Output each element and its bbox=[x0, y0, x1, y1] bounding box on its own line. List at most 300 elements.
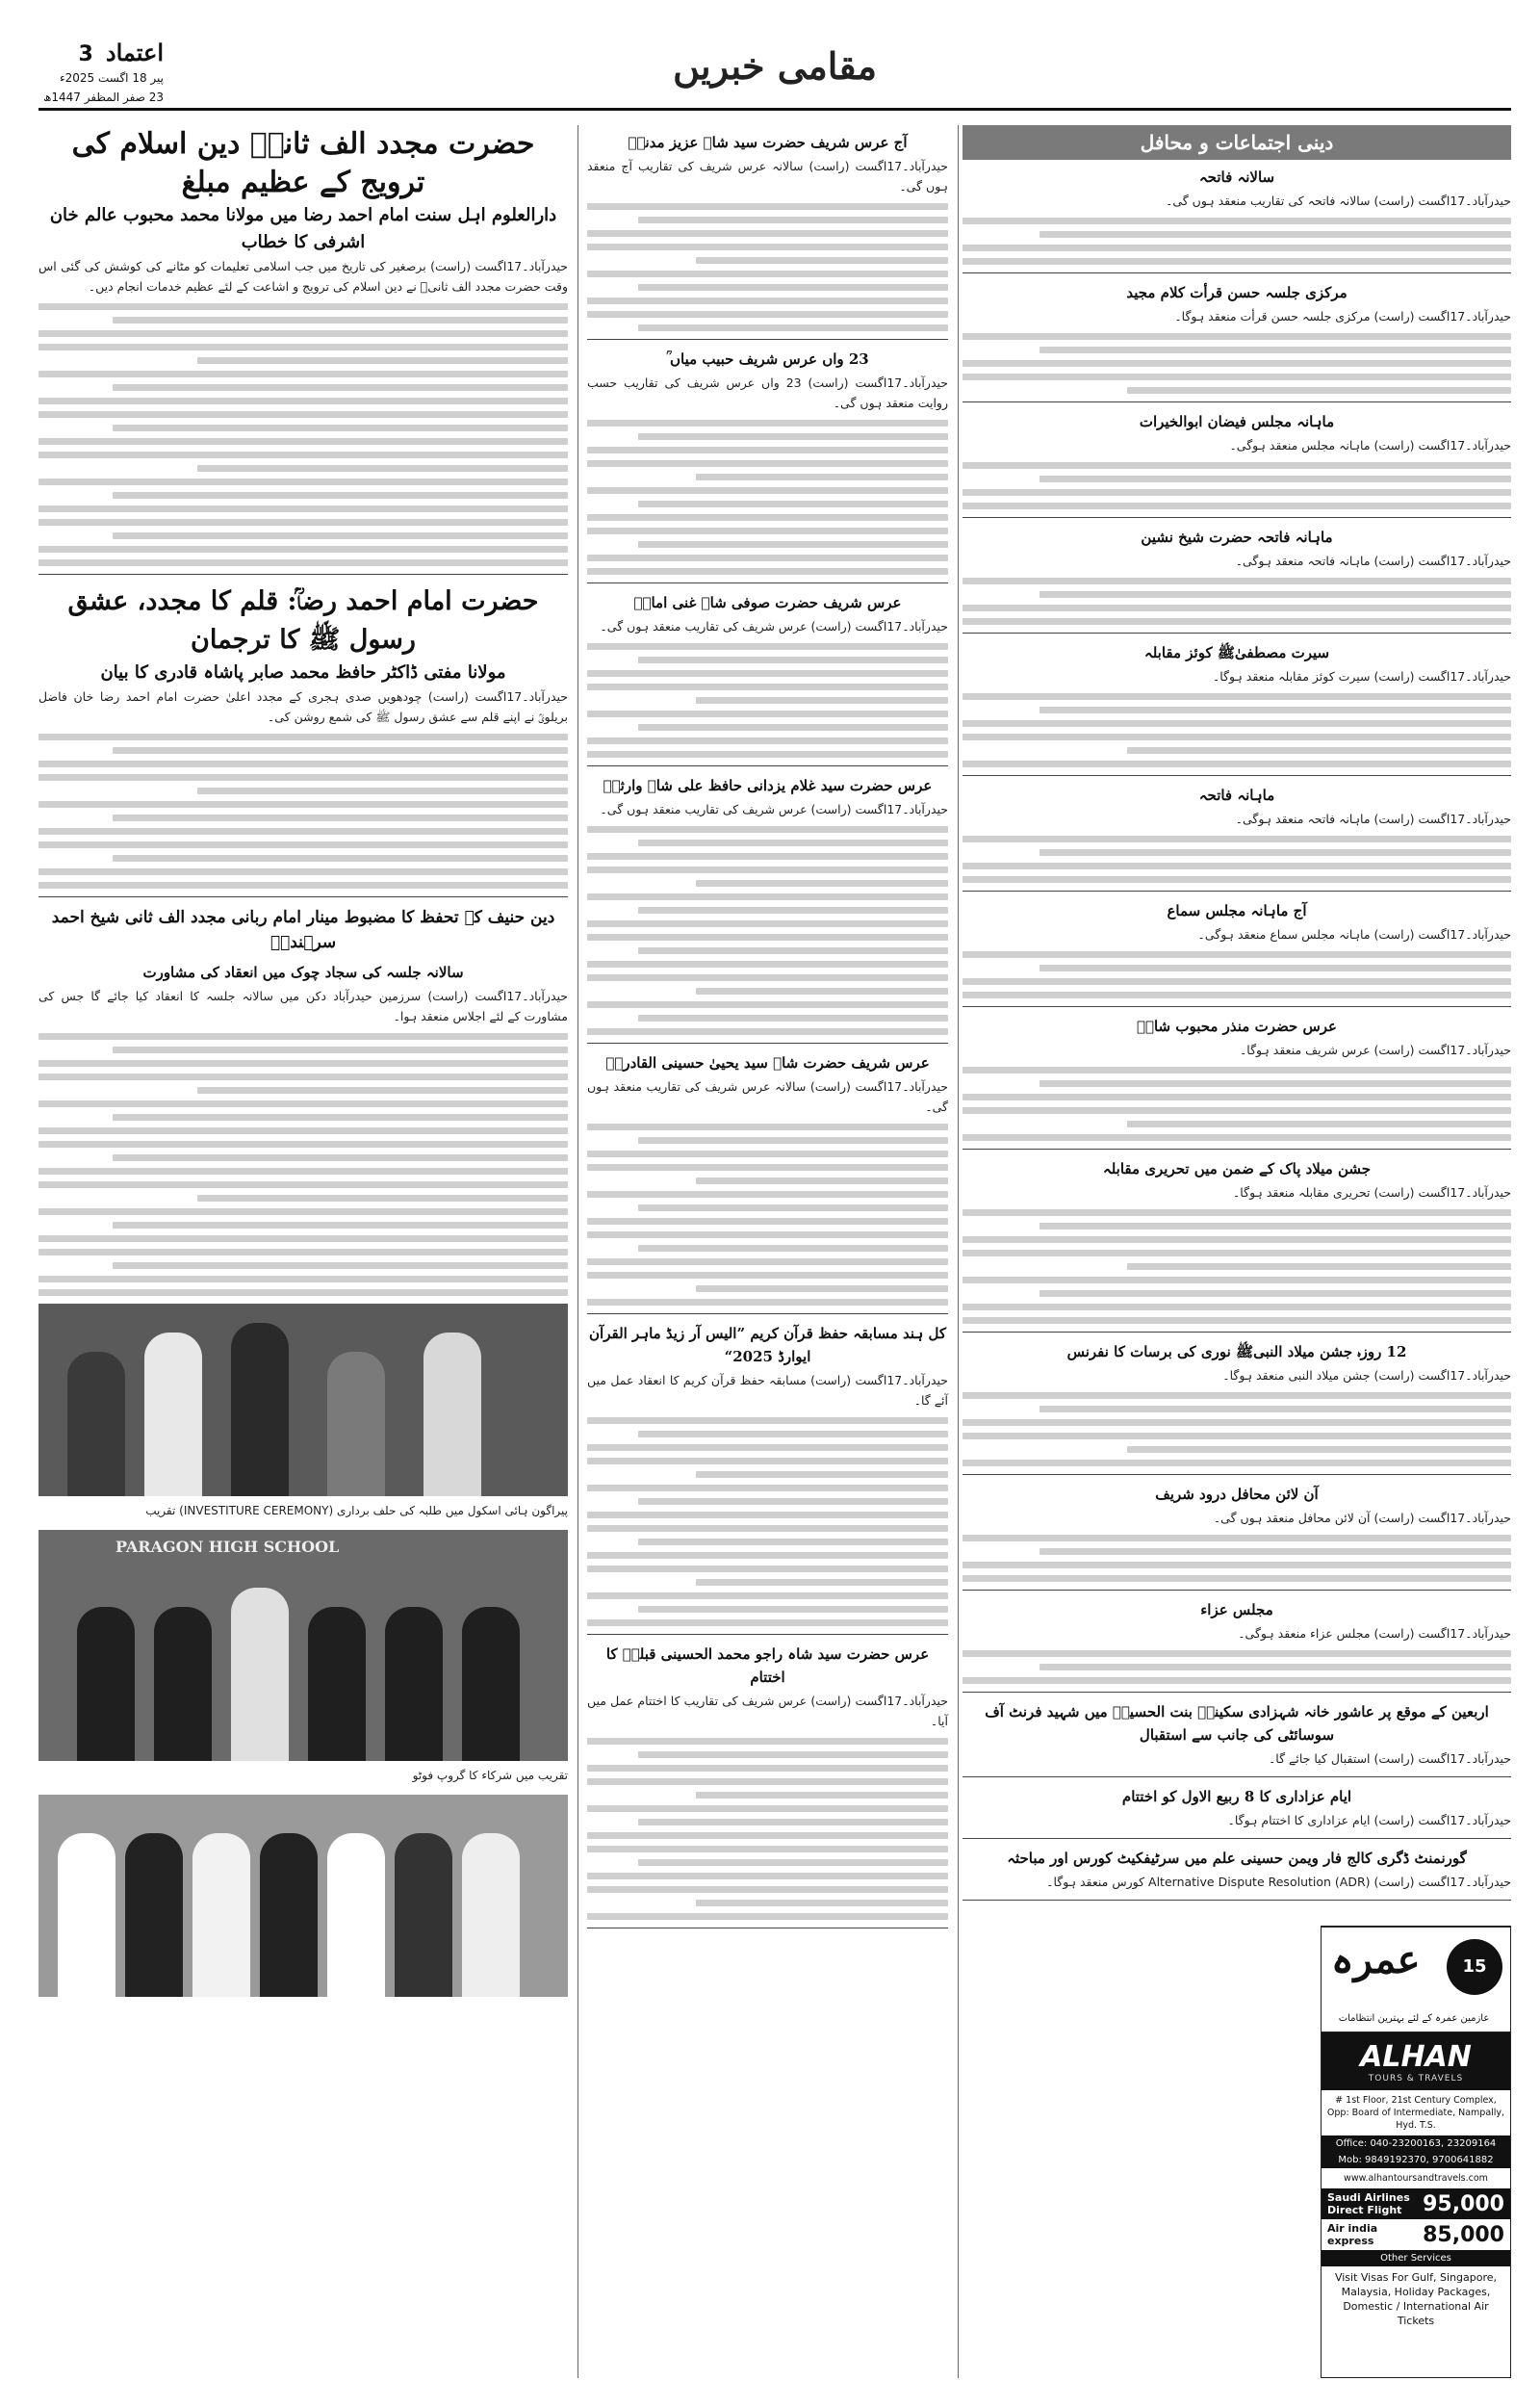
text-line bbox=[587, 934, 948, 941]
news-item-body bbox=[587, 1124, 948, 1306]
text-line bbox=[962, 1460, 1511, 1466]
text-line bbox=[38, 868, 568, 875]
divider bbox=[962, 1838, 1511, 1839]
news-item-lead: حیدرآباد۔17اگست (راست) ماہانہ مجلس سماع منعقد ہوگی۔ bbox=[1197, 927, 1511, 942]
news-item-body bbox=[587, 643, 948, 758]
text-line bbox=[962, 1575, 1511, 1582]
text-line bbox=[962, 1562, 1511, 1568]
text-line bbox=[587, 1525, 948, 1532]
text-line bbox=[38, 828, 568, 835]
text-line bbox=[197, 788, 568, 794]
text-line bbox=[962, 951, 1511, 958]
news-item-body bbox=[962, 836, 1511, 883]
text-line bbox=[38, 774, 568, 781]
text-line bbox=[587, 420, 948, 427]
text-line bbox=[962, 1304, 1511, 1310]
text-line bbox=[638, 1204, 949, 1211]
text-line bbox=[962, 605, 1511, 611]
news-photo-school bbox=[38, 1530, 568, 1761]
news-item-title: ماہانہ فاتحہ bbox=[1198, 787, 1275, 804]
row-price: 85,000 bbox=[1423, 2222, 1504, 2247]
price-row-airindia bbox=[1322, 2219, 1510, 2250]
text-line bbox=[962, 218, 1511, 224]
text-line bbox=[587, 1619, 948, 1626]
text-line bbox=[587, 1272, 948, 1279]
text-line bbox=[587, 893, 948, 900]
text-line bbox=[962, 333, 1511, 340]
right-items bbox=[962, 166, 1511, 1901]
text-line bbox=[962, 992, 1511, 998]
divider bbox=[962, 517, 1511, 518]
text-line bbox=[587, 1191, 948, 1198]
umrah-offer bbox=[1322, 1927, 1510, 2032]
text-line bbox=[38, 1289, 568, 1296]
text-line bbox=[1040, 591, 1511, 598]
text-line bbox=[962, 720, 1511, 727]
text-line bbox=[38, 303, 568, 310]
news-item-body bbox=[962, 1209, 1511, 1324]
text-line bbox=[962, 503, 1511, 509]
text-line bbox=[962, 1277, 1511, 1283]
divider bbox=[38, 896, 568, 897]
text-line bbox=[638, 1498, 949, 1505]
text-line bbox=[197, 1087, 568, 1094]
text-line bbox=[638, 840, 949, 846]
news-item-title: مرکزی جلسہ حسن قرأت کلام مجید bbox=[1126, 284, 1348, 301]
news-item-body bbox=[587, 1417, 948, 1626]
text-line bbox=[587, 1001, 948, 1008]
text-line bbox=[587, 271, 948, 277]
divider bbox=[962, 1332, 1511, 1333]
news-item-body bbox=[962, 333, 1511, 394]
news-item-title: عرس حضرت سید غلام یزدانی حافظ علی شاہ وارثیؒ bbox=[603, 777, 933, 794]
ad-brand bbox=[1322, 2032, 1510, 2090]
divider bbox=[962, 775, 1511, 776]
main-subheadline: دارالعلوم اہل سنت امام احمد رضا میں مولانا محمد محبوب عالم خان اشرفی کا خطاب bbox=[49, 205, 557, 252]
text-line bbox=[587, 447, 948, 453]
text-line bbox=[696, 1471, 949, 1478]
text-line bbox=[38, 882, 568, 889]
news-item-lead: حیدرآباد۔17اگست (راست) ماہانہ مجلس منعقد ہوگی۔ bbox=[1229, 438, 1511, 453]
news-item-lead: حیدرآباد۔17اگست (راست) ایام عزاداری کا اختتام ہوگا۔ bbox=[1227, 1813, 1511, 1827]
text-line bbox=[962, 876, 1511, 883]
text-line bbox=[113, 855, 568, 862]
text-line bbox=[1040, 1290, 1511, 1297]
text-line bbox=[962, 245, 1511, 251]
second-article-body bbox=[38, 734, 568, 889]
left-column bbox=[38, 125, 568, 1997]
text-line bbox=[197, 357, 568, 364]
text-line bbox=[962, 693, 1511, 700]
photo-caption: تقریب میں شرکاء کا گروپ فوٹو bbox=[412, 1769, 568, 1782]
news-item-lead: حیدرآباد۔17اگست (راست) عرس شریف منعقد ہوگا۔ bbox=[1239, 1043, 1511, 1057]
text-line bbox=[587, 670, 948, 677]
text-line bbox=[587, 1778, 948, 1785]
divider bbox=[962, 401, 1511, 402]
text-line bbox=[38, 1208, 568, 1215]
text-line bbox=[638, 433, 949, 440]
text-line bbox=[113, 317, 568, 324]
row-price: 95,000 bbox=[1423, 2191, 1504, 2216]
text-line bbox=[38, 1141, 568, 1148]
text-line bbox=[38, 1060, 568, 1067]
text-line bbox=[1127, 747, 1511, 754]
text-line bbox=[587, 1846, 948, 1852]
text-line bbox=[696, 988, 949, 995]
divider bbox=[962, 1776, 1511, 1777]
divider bbox=[38, 574, 568, 575]
text-line bbox=[696, 880, 949, 887]
middle-column bbox=[587, 125, 948, 1936]
divider bbox=[587, 1043, 948, 1044]
news-item-body bbox=[587, 1738, 948, 1920]
news-item-lead: حیدرآباد۔17اگست (راست) عرس شریف کی تقاریب کا اختتام عمل میں آیا۔ bbox=[587, 1694, 948, 1728]
text-line bbox=[962, 1392, 1511, 1399]
news-item-lead: حیدرآباد۔17اگست (راست) تحریری مقابلہ منعقد ہوگا۔ bbox=[1232, 1185, 1511, 1200]
text-line bbox=[587, 684, 948, 690]
text-line bbox=[113, 747, 568, 754]
divider bbox=[962, 1692, 1511, 1693]
text-line bbox=[587, 867, 948, 873]
text-line bbox=[587, 826, 948, 833]
section-band: دینی اجتماعات و محافل bbox=[962, 125, 1511, 160]
text-line bbox=[962, 374, 1511, 380]
umrah-text: عازمین عمرہ کے لئے بہترین انتظامات bbox=[1338, 2013, 1490, 2024]
text-line bbox=[38, 801, 568, 808]
news-item-lead: حیدرآباد۔17اگست (راست) مسابقہ حفظ قرآن کریم کا انعقاد عمل میں آئے گا۔ bbox=[587, 1373, 948, 1408]
school-banner: PARAGON HIGH SCHOOL bbox=[116, 1538, 340, 1556]
news-item-body bbox=[962, 462, 1511, 509]
text-line bbox=[587, 514, 948, 521]
news-item-lead: حیدرآباد۔17اگست (راست) ماہانہ فاتحہ منعقد ہوگی۔ bbox=[1235, 554, 1511, 568]
text-line bbox=[587, 230, 948, 237]
news-item-lead: حیدرآباد۔17اگست (راست) جشن میلاد النبی منعقد ہوگا۔ bbox=[1222, 1368, 1511, 1383]
text-line bbox=[962, 1650, 1511, 1657]
ad-mobile: Mob: 9849192370, 9700641882 bbox=[1322, 2152, 1510, 2168]
text-line bbox=[1040, 231, 1511, 238]
text-line bbox=[638, 324, 949, 331]
news-item-title: ماہانہ فاتحہ حضرت شیخ نشین bbox=[1141, 529, 1333, 546]
news-item-lead: حیدرآباد۔17اگست (راست) ماہانہ فاتحہ منعقد ہوگی۔ bbox=[1235, 812, 1511, 826]
text-line bbox=[587, 203, 948, 210]
text-line bbox=[962, 360, 1511, 367]
news-photo-ceremony bbox=[38, 1304, 568, 1496]
news-item-body bbox=[587, 826, 948, 1035]
text-line bbox=[638, 657, 949, 663]
text-line bbox=[113, 1262, 568, 1269]
text-line bbox=[38, 1181, 568, 1188]
photo-caption: پیراگون ہائی اسکول میں طلبہ کی حلف برداری (INVESTITURE CEREMONY) تقریب bbox=[145, 1504, 568, 1517]
text-line bbox=[587, 1028, 948, 1035]
text-line bbox=[962, 618, 1511, 625]
text-line bbox=[38, 1168, 568, 1175]
text-line bbox=[638, 284, 949, 291]
text-line bbox=[587, 1258, 948, 1265]
text-line bbox=[962, 1419, 1511, 1426]
other-services-text: Visit Visas For Gulf, Singapore, Malaysia, Holiday Packages, Domestic / International Air Tickets bbox=[1334, 2271, 1498, 2327]
text-line bbox=[587, 711, 948, 717]
text-line bbox=[696, 1178, 949, 1184]
text-line bbox=[587, 1765, 948, 1772]
text-line bbox=[638, 541, 949, 548]
text-line bbox=[38, 559, 568, 566]
column-divider bbox=[958, 125, 959, 2378]
text-line bbox=[587, 920, 948, 927]
text-line bbox=[638, 1137, 949, 1144]
text-line bbox=[587, 298, 948, 304]
text-line bbox=[1127, 387, 1511, 394]
text-line bbox=[38, 519, 568, 526]
text-line bbox=[587, 1512, 948, 1518]
text-line bbox=[638, 1859, 949, 1866]
news-item-body bbox=[587, 203, 948, 331]
text-line bbox=[962, 734, 1511, 740]
umrah-days-badge: 15 bbox=[1447, 1939, 1502, 1995]
text-line bbox=[638, 1431, 949, 1437]
text-line bbox=[587, 1913, 948, 1920]
masthead bbox=[38, 39, 164, 105]
text-line bbox=[113, 1114, 568, 1121]
news-item-lead: حیدرآباد۔17اگست (راست) سالانہ فاتحہ کی تقاریب منعقد ہوں گی۔ bbox=[1166, 194, 1511, 208]
text-line bbox=[38, 452, 568, 458]
text-line bbox=[38, 734, 568, 740]
divider bbox=[587, 1634, 948, 1635]
paper-name: اعتماد bbox=[105, 39, 164, 66]
divider bbox=[587, 582, 948, 583]
news-item-lead: حیدرآباد۔17اگست (راست) آن لائن محافل منعقد ہوں گی۔ bbox=[1213, 1511, 1511, 1525]
divider bbox=[962, 1900, 1511, 1901]
text-line bbox=[587, 853, 948, 860]
news-item-lead: حیدرآباد۔17اگست (راست) مرکزی جلسہ حسن قرأت منعقد ہوگا۔ bbox=[1174, 309, 1511, 324]
text-line bbox=[638, 1245, 949, 1252]
text-line bbox=[962, 1107, 1511, 1114]
news-item-title: گورنمنٹ ڈگری کالج فار ویمن حسینی علم میں سرٹیفکیٹ کورس اور مباحثہ bbox=[1007, 1850, 1467, 1867]
ad-address: # 1st Floor, 21st Century Complex, Opp: Board of Intermediate, Nampally, Hyd. T.S. bbox=[1326, 2095, 1505, 2131]
text-line bbox=[696, 257, 949, 264]
text-line bbox=[587, 1458, 948, 1464]
text-line bbox=[38, 330, 568, 337]
text-line bbox=[962, 489, 1511, 496]
text-line bbox=[587, 1873, 948, 1879]
text-line bbox=[962, 462, 1511, 469]
row-label: Air india express bbox=[1327, 2222, 1378, 2247]
news-item-title: آج ماہانہ مجلس سماع bbox=[1167, 902, 1307, 919]
text-line bbox=[962, 1094, 1511, 1100]
news-item-lead: حیدرآباد۔17اگست (راست) 23 واں عرس شریف کی تقاریب حسب روایت منعقد ہوں گی۔ bbox=[587, 375, 948, 410]
news-item-title: عرس حضرت منذر محبوب شاہؒ bbox=[1136, 1018, 1338, 1035]
text-line bbox=[1040, 347, 1511, 353]
news-item-body bbox=[962, 218, 1511, 265]
text-line bbox=[38, 1276, 568, 1282]
news-item-title: ایام عزاداری کا 8 ربیع الاول کو اختتام bbox=[1121, 1788, 1352, 1805]
text-line bbox=[587, 1124, 948, 1130]
main-article-body bbox=[38, 303, 568, 566]
news-item-title: اربعین کے موقع پر عاشور خانہ شہزادی سکینہؓ بنت الحسینؑ میں شہید فرنٹ آف سوسائٹی کی جانب سے استقبال bbox=[985, 1703, 1489, 1744]
text-line bbox=[1040, 1548, 1511, 1555]
news-item-lead: حیدرآباد۔17اگست (راست) عرس شریف کی تقاریب منعقد ہوں گی۔ bbox=[600, 802, 948, 816]
brand-sub: TOURS & TRAVELS bbox=[1368, 2074, 1464, 2083]
text-line bbox=[638, 1606, 949, 1613]
news-item-lead: حیدرآباد۔17اگست (راست) عرس شریف کی تقاریب منعقد ہوں گی۔ bbox=[600, 619, 948, 634]
text-line bbox=[38, 371, 568, 377]
text-line bbox=[587, 244, 948, 250]
news-photo-group bbox=[38, 1795, 568, 1997]
second-subheadline: مولانا مفتی ڈاکٹر حافظ محمد صابر پاشاہ قادری کا بیان bbox=[100, 662, 506, 683]
text-line bbox=[962, 1250, 1511, 1256]
text-line bbox=[962, 761, 1511, 767]
text-line bbox=[962, 978, 1511, 985]
text-line bbox=[38, 411, 568, 418]
date-gregorian: پیر 18 اگست 2025ء bbox=[59, 71, 164, 85]
news-item-body bbox=[962, 578, 1511, 625]
divider bbox=[962, 1590, 1511, 1591]
text-line bbox=[587, 1151, 948, 1157]
text-line bbox=[1127, 1121, 1511, 1127]
text-line bbox=[38, 438, 568, 445]
text-line bbox=[38, 546, 568, 553]
news-item-title: 12 روزہ جشن میلاد النبیﷺ نوری کی برسات کا نفرنس bbox=[1066, 1343, 1407, 1360]
text-line bbox=[587, 460, 948, 467]
text-line bbox=[587, 1417, 948, 1424]
text-line bbox=[587, 311, 948, 318]
text-line bbox=[638, 1015, 949, 1022]
text-line bbox=[587, 1832, 948, 1839]
news-item-body bbox=[587, 420, 948, 575]
news-item-lead: حیدرآباد۔17اگست (راست) استقبال کیا جائے گا۔ bbox=[1268, 1751, 1511, 1766]
text-line bbox=[38, 505, 568, 512]
text-line bbox=[113, 1047, 568, 1053]
text-line bbox=[1040, 965, 1511, 971]
news-item-title: عرس شریف حضرت صوفی شاہ غنی امامؒ bbox=[633, 594, 902, 611]
text-line bbox=[113, 384, 568, 391]
divider bbox=[962, 891, 1511, 892]
third-article-body bbox=[38, 1033, 568, 1296]
page-number: 3 bbox=[78, 42, 93, 66]
news-item-title: سیرت مصطفیٰﷺ کوئز مقابلہ bbox=[1143, 644, 1330, 661]
text-line bbox=[38, 761, 568, 767]
main-lead: حیدرآباد۔17اگست (راست) برصغیر کی تاریخ میں جب اسلامی تعلیمات کو مٹانے کی کوشش کی گئی اس وقت حضرت مجدد الف ثانیؒ نے دین اسلام کی ترویج و اشاعت کے لئے عظیم خدمات انجام دیں۔ bbox=[38, 259, 568, 294]
news-item-lead: حیدرآباد۔17اگست (راست) سالانہ عرس شریف کی تقاریب منعقد ہوں گی۔ bbox=[587, 1079, 948, 1114]
text-line bbox=[38, 479, 568, 485]
text-line bbox=[962, 1535, 1511, 1541]
text-line bbox=[962, 836, 1511, 842]
text-line bbox=[696, 1900, 949, 1906]
divider bbox=[962, 1474, 1511, 1475]
third-headline: دین حنیف کے تحفظ کا مضبوط مینار امام ربانی مجدد الف ثانی شیخ احمد سرہندیؒ bbox=[51, 908, 555, 952]
main-headline: حضرت مجدد الف ثانیؒ دین اسلام کی ترویج کے عظیم مبلغ bbox=[71, 127, 535, 199]
text-line bbox=[962, 258, 1511, 265]
text-line bbox=[38, 1033, 568, 1040]
price-row-saudi bbox=[1322, 2188, 1510, 2219]
text-line bbox=[1040, 476, 1511, 482]
text-line bbox=[587, 568, 948, 575]
divider bbox=[962, 1149, 1511, 1150]
text-line bbox=[587, 1164, 948, 1171]
text-line bbox=[38, 344, 568, 350]
news-item-body bbox=[962, 1067, 1511, 1141]
news-item-title: آج عرس شریف حضرت سید شاہ عزیز مدنیؒ bbox=[628, 134, 908, 151]
text-line bbox=[587, 1592, 948, 1599]
page-header bbox=[38, 39, 1511, 111]
news-item-title: آن لائن محافل درود شریف bbox=[1155, 1486, 1319, 1503]
text-line bbox=[1040, 707, 1511, 713]
text-line bbox=[113, 425, 568, 431]
news-item-body bbox=[962, 1650, 1511, 1684]
text-line bbox=[638, 724, 949, 731]
text-line bbox=[113, 1154, 568, 1161]
text-line bbox=[197, 1195, 568, 1202]
text-line bbox=[638, 1819, 949, 1825]
text-line bbox=[38, 1235, 568, 1242]
other-services-title: Other Services bbox=[1322, 2250, 1510, 2266]
news-item-body bbox=[962, 951, 1511, 998]
text-line bbox=[962, 578, 1511, 584]
text-line bbox=[38, 398, 568, 404]
section-title: مقامی خبریں bbox=[673, 44, 877, 88]
ad-website: www.alhantoursandtravels.com bbox=[1344, 2173, 1488, 2184]
text-line bbox=[696, 1792, 949, 1799]
news-item-body bbox=[962, 693, 1511, 767]
divider bbox=[587, 1313, 948, 1314]
text-line bbox=[962, 1134, 1511, 1141]
text-line bbox=[696, 697, 949, 704]
text-line bbox=[638, 501, 949, 507]
text-line bbox=[38, 1127, 568, 1134]
text-line bbox=[962, 1236, 1511, 1243]
divider bbox=[962, 1006, 1511, 1007]
text-line bbox=[113, 1222, 568, 1229]
divider bbox=[587, 765, 948, 766]
text-line bbox=[113, 815, 568, 821]
text-line bbox=[113, 492, 568, 499]
news-item-title: مجلس عزاء bbox=[1200, 1601, 1273, 1618]
divider bbox=[962, 272, 1511, 273]
text-line bbox=[1040, 1223, 1511, 1229]
brand-name: ALHAN bbox=[1360, 2040, 1472, 2074]
text-line bbox=[587, 1805, 948, 1812]
third-lead: حیدرآباد۔17اگست (راست) سرزمین حیدرآباد دکن میں سالانہ جلسہ کا انعقاد کیا جائے گا جس کی مشاورت کے لئے اجلاس منعقد ہوا۔ bbox=[38, 989, 568, 1023]
date-hijri: 23 صفر المظفر 1447ھ bbox=[42, 91, 164, 104]
ad-phone: Office: 040-23200163, 23209164 bbox=[1322, 2135, 1510, 2152]
text-line bbox=[587, 487, 948, 494]
text-line bbox=[587, 1738, 948, 1745]
text-line bbox=[1127, 1446, 1511, 1453]
text-line bbox=[962, 1317, 1511, 1324]
text-line bbox=[638, 1751, 949, 1758]
text-line bbox=[696, 1285, 949, 1292]
text-line bbox=[587, 751, 948, 758]
news-item-body bbox=[962, 1392, 1511, 1466]
news-item-title: عرس شریف حضرت شاہ سید یحییٰ حسینی القادریؒ bbox=[605, 1054, 930, 1072]
text-line bbox=[587, 974, 948, 981]
text-line bbox=[587, 1566, 948, 1572]
text-line bbox=[962, 1067, 1511, 1074]
text-line bbox=[638, 907, 949, 914]
text-line bbox=[587, 528, 948, 534]
text-line bbox=[113, 532, 568, 539]
news-item-title: سالانہ فاتحہ bbox=[1198, 168, 1275, 186]
second-headline: حضرت امام احمد رضاؒ: قلم کا مجدد، عشق رسول ﷺ کا ترجمان bbox=[67, 586, 539, 655]
text-line bbox=[696, 474, 949, 480]
text-line bbox=[38, 841, 568, 848]
news-item-lead: حیدرآباد۔17اگست (راست) مجلس عزاء منعقد ہوگی۔ bbox=[1238, 1626, 1511, 1641]
news-item-lead: حیدرآباد۔17اگست (راست) سیرت کوئز مقابلہ منعقد ہوگا۔ bbox=[1212, 669, 1511, 684]
text-line bbox=[197, 465, 568, 472]
text-line bbox=[1127, 1263, 1511, 1270]
text-line bbox=[587, 643, 948, 650]
text-line bbox=[1040, 849, 1511, 856]
text-line bbox=[587, 1485, 948, 1491]
